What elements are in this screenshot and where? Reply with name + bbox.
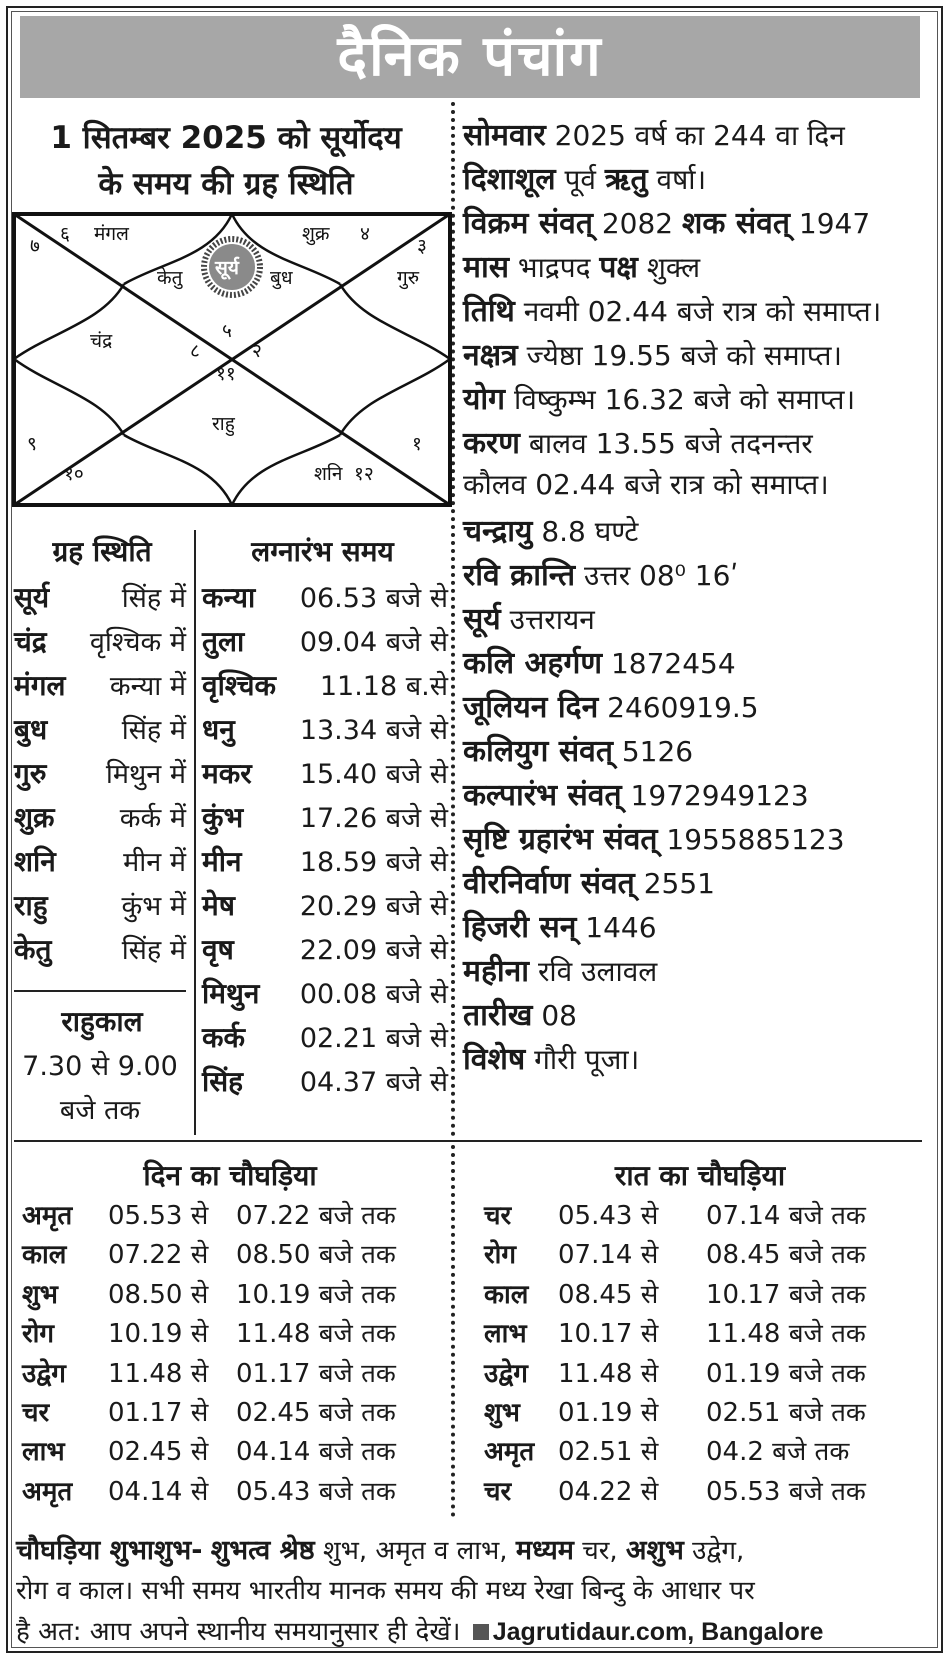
lagna-row — [202, 842, 448, 886]
choghadiya-to: 11.48 बजे तक — [236, 1319, 396, 1350]
choghadiya-name: उद्वेग — [484, 1358, 528, 1389]
lagna-rashi: सिंह — [202, 1065, 244, 1098]
detail-value: 2025 वर्ष का 244 वा दिन — [554, 119, 845, 152]
choghadiya-from: 08.50 से — [108, 1279, 209, 1310]
lagna-time: 11.18 ब.से — [319, 671, 448, 702]
planet-mangal: मंगल — [94, 223, 129, 245]
footer-label-shreshth: शुभत्व श्रेष्ठ — [210, 1535, 315, 1566]
lagna-row — [202, 798, 448, 842]
house-10: १० — [64, 463, 84, 485]
house-4: ४ — [360, 223, 370, 245]
graha-lagna-divider — [194, 530, 196, 1135]
detail-row — [463, 289, 941, 333]
detail-value: नवमी 02.44 बजे रात्र को समाप्त। — [523, 295, 882, 328]
choghadiya-name: लाभ — [22, 1437, 65, 1468]
choghadiya-from: 07.22 से — [108, 1240, 209, 1271]
choghadiya-row — [484, 1472, 904, 1512]
choghadiya-name: शुभ — [484, 1398, 520, 1428]
house-6: ६ — [60, 223, 70, 245]
choghadiya-from: 01.19 से — [558, 1398, 659, 1428]
planet-budh: बुध — [270, 267, 293, 289]
choghadiya-from: 08.45 से — [558, 1279, 659, 1310]
house-5: ५ — [222, 320, 232, 342]
house-8: ८ — [190, 340, 200, 362]
detail-row — [463, 817, 941, 861]
choghadiya-name: अमृत — [22, 1201, 73, 1231]
detail-value: 1872454 — [610, 647, 736, 680]
lagna-time: 18.59 बजे से — [299, 847, 448, 878]
rahukaal-time: 7.30 से 9.00 — [22, 1051, 178, 1082]
detail-label: कलि अहर्गण — [463, 646, 603, 681]
detail-label: वीरनिर्वाण संवत् — [463, 866, 635, 901]
graha-sthiti-heading: ग्रह स्थिति — [52, 535, 152, 568]
publisher-credit: Jagrutidaur.com, Bangalore — [492, 1618, 824, 1646]
detail-value: 5126 — [621, 735, 694, 768]
choghadiya-from: 11.48 से — [108, 1358, 209, 1389]
detail-label: सृष्टि ग्रहारंभ संवत् — [463, 822, 658, 857]
footer-line-2: रोग व काल। सभी समय भारतीय मानक समय की मध्य रेखा बिन्दु के आधार पर — [16, 1576, 755, 1606]
detail-label: कलियुग संवत् — [463, 734, 613, 769]
lagna-time: 17.26 बजे से — [299, 803, 448, 834]
choghadiya-to: 10.19 बजे तक — [236, 1279, 396, 1310]
choghadiya-name: लाभ — [484, 1319, 527, 1350]
choghadiya-row — [484, 1235, 904, 1275]
graha-row — [14, 578, 186, 622]
detail-value: 2460919.5 — [607, 691, 759, 724]
lagna-heading: लग्नारंभ समय — [251, 535, 394, 568]
footer-text-2: चर, — [582, 1536, 618, 1566]
choghadiya-to: 05.53 बजे तक — [706, 1476, 866, 1507]
graha-planet: बुध — [14, 713, 48, 746]
detail-value: गौरी पूजा। — [534, 1043, 640, 1076]
detail-value: वर्षा। — [656, 163, 707, 196]
choghadiya-to: 07.14 बजे तक — [706, 1201, 866, 1231]
lagna-time: 09.04 बजे से — [299, 627, 448, 658]
detail-label: जूलियन दिन — [463, 690, 599, 725]
lagna-row — [202, 622, 448, 666]
lagna-row — [202, 1062, 448, 1106]
lagna-row — [202, 886, 448, 930]
choghadiya-row — [484, 1275, 904, 1315]
lagna-time: 13.34 बजे से — [299, 715, 448, 746]
choghadiya-name: रोग — [484, 1240, 517, 1271]
graha-planet: केतु — [14, 933, 52, 966]
choghadiya-from: 02.51 से — [558, 1437, 659, 1468]
footer-line-3 — [16, 1612, 936, 1653]
choghadiya-to: 08.45 बजे तक — [706, 1240, 866, 1271]
planet-shani: शनि — [314, 463, 343, 485]
lagna-rashi: तुला — [202, 625, 245, 658]
choghadiya-from: 05.53 से — [108, 1201, 209, 1231]
detail-value: 1947 — [798, 207, 871, 240]
detail-label: चन्द्रायु — [463, 514, 533, 549]
detail-label: तिथि — [463, 294, 515, 329]
detail-value: शुक्ल — [646, 251, 701, 284]
graha-planet: मंगल — [14, 669, 66, 702]
lagna-row — [202, 578, 448, 622]
planet-guru: गुरु — [397, 267, 420, 289]
planet-rahu: राहु — [212, 413, 235, 435]
choghadiya-from: 01.17 से — [108, 1398, 209, 1428]
graha-row — [14, 930, 186, 974]
choghadiya-row — [484, 1393, 904, 1433]
detail-label: दिशाशूल — [463, 162, 556, 197]
planet-ketu: केतु — [157, 267, 183, 289]
choghadiya-row — [484, 1354, 904, 1394]
lagna-rashi: मकर — [202, 757, 252, 790]
graha-rashi: सिंह में — [121, 935, 186, 966]
choghadiya-row — [484, 1432, 904, 1472]
detail-label: सूर्य — [463, 602, 501, 637]
choghadiya-to: 05.43 बजे तक — [236, 1476, 396, 1507]
detail-value: पूर्व — [564, 163, 597, 196]
page-title: दैनिक पंचांग — [20, 16, 920, 98]
choghadiya-from: 11.48 से — [558, 1358, 659, 1389]
detail-row — [463, 465, 941, 509]
choghadiya-to: 11.48 बजे तक — [706, 1319, 866, 1350]
house-9: ९ — [27, 433, 37, 455]
chart-title-line2: के समय की ग्रह स्थिति — [98, 166, 354, 202]
detail-row — [463, 157, 941, 201]
graha-rashi: कन्या में — [109, 671, 186, 702]
choghadiya-to: 04.2 बजे तक — [706, 1437, 850, 1468]
lagna-row — [202, 930, 448, 974]
detail-label: पक्ष — [599, 250, 638, 285]
graha-rashi: सिंह में — [121, 583, 186, 614]
footer-line-1 — [16, 1530, 936, 1572]
graha-row — [14, 710, 186, 754]
detail-value: 1446 — [585, 911, 657, 944]
graha-planet: राहु — [14, 889, 48, 922]
rahukaal-heading: राहुकाल — [61, 1005, 143, 1038]
detail-value: विष्कुम्भ 16.32 बजे को समाप्त। — [513, 383, 856, 416]
detail-row — [463, 773, 941, 817]
footer-label-ashubh: अशुभ — [625, 1535, 684, 1566]
detail-row — [463, 509, 941, 553]
house-11: ११ — [216, 363, 236, 385]
graha-rashi: मिथुन में — [105, 759, 186, 790]
detail-label: रवि क्रान्ति — [463, 558, 576, 593]
choghadiya-from: 02.45 से — [108, 1437, 209, 1468]
rahukaal-suffix: बजे तक — [59, 1095, 141, 1126]
choghadiya-from: 05.43 से — [558, 1201, 659, 1231]
detail-row — [463, 1037, 941, 1081]
detail-row — [463, 597, 941, 641]
lagna-time: 06.53 बजे से — [299, 583, 448, 614]
choghadiya-row — [484, 1314, 904, 1354]
lagna-time: 00.08 बजे से — [299, 979, 448, 1010]
footer-label-madhyam: मध्यम — [515, 1535, 574, 1566]
detail-label: सोमवार — [463, 118, 546, 153]
footer-line-3-text: है अत: आप अपने स्थानीय समयानुसार ही देखें। — [16, 1617, 461, 1647]
graha-rashi: मीन में — [123, 847, 186, 878]
detail-value: उत्तरायन — [509, 603, 595, 636]
choghadiya-to: 01.17 बजे तक — [236, 1358, 396, 1389]
lagna-rashi: मेष — [202, 889, 235, 922]
detail-value: ज्येष्ठा 19.55 बजे को समाप्त। — [526, 339, 843, 372]
choghadiya-row — [22, 1314, 442, 1354]
square-bullet-icon — [473, 1624, 489, 1640]
detail-row — [463, 245, 941, 289]
house-3: ३ — [417, 235, 427, 257]
choghadiya-to: 01.19 बजे तक — [706, 1358, 866, 1389]
graha-row — [14, 798, 186, 842]
graha-rashi: सिंह में — [121, 715, 186, 746]
detail-value: बालव 13.55 बजे तदनन्तर — [528, 427, 813, 460]
graha-rashi: कुंभ में — [121, 891, 186, 922]
choghadiya-row — [22, 1393, 442, 1433]
detail-label: तारीख — [463, 998, 533, 1033]
graha-rashi: वृश्चिक में — [89, 627, 186, 658]
choghadiya-row — [22, 1235, 442, 1275]
detail-value: 1955885123 — [666, 823, 845, 856]
detail-row — [463, 641, 941, 685]
detail-value: कौलव 02.44 बजे रात्र को समाप्त। — [463, 468, 829, 501]
choghadiya-from: 10.17 से — [558, 1319, 659, 1350]
detail-label: मास — [463, 250, 509, 285]
lagna-rashi: कर्क — [202, 1021, 246, 1054]
choghadiya-name: चर — [22, 1398, 50, 1428]
detail-value: 08 — [541, 999, 577, 1032]
house-2: २ — [252, 340, 262, 362]
choghadiya-name: शुभ — [22, 1279, 58, 1310]
graha-planet: चंद्र — [14, 625, 47, 658]
detail-row — [463, 993, 941, 1037]
choghadiya-to: 04.14 बजे तक — [236, 1437, 396, 1468]
choghadiya-name: अमृत — [22, 1476, 73, 1507]
choghadiya-to: 08.50 बजे तक — [236, 1240, 396, 1271]
detail-value: भाद्रपद — [517, 251, 591, 284]
lagna-time: 20.29 बजे से — [299, 891, 448, 922]
footer-text-3: उद्वेग, — [692, 1536, 745, 1566]
kundali-chart — [12, 212, 452, 507]
choghadiya-from: 07.14 से — [558, 1240, 659, 1271]
detail-value: रवि उलावल — [537, 955, 658, 988]
detail-label: कल्पारंभ संवत् — [463, 778, 622, 813]
house-12: १२ — [354, 463, 374, 485]
graha-rashi: कर्क में — [119, 803, 186, 834]
footer-text-1: शुभ, अमृत व लाभ, — [322, 1536, 508, 1566]
detail-label: हिजरी सन् — [463, 910, 577, 945]
choghadiya-divider — [451, 1145, 455, 1517]
lagna-row — [202, 1018, 448, 1062]
detail-row — [463, 377, 941, 421]
choghadiya-from: 04.14 से — [108, 1476, 209, 1507]
choghadiya-name: चर — [484, 1476, 512, 1507]
detail-label: शक संवत् — [682, 206, 790, 241]
choghadiya-to: 07.22 बजे तक — [236, 1201, 396, 1231]
detail-label: नक्षत्र — [463, 338, 518, 373]
graha-row — [14, 842, 186, 886]
detail-value: 8.8 घण्टे — [541, 515, 639, 548]
footer-label-shubhashubh: चौघड़िया शुभाशुभ- — [16, 1535, 203, 1566]
choghadiya-to: 10.17 बजे तक — [706, 1279, 866, 1310]
day-choghadiya-heading: दिन का चौघड़िया — [143, 1159, 317, 1192]
lagna-rashi: धनु — [202, 713, 235, 746]
lagna-time: 15.40 बजे से — [299, 759, 448, 790]
graha-planet: सूर्य — [14, 581, 50, 614]
detail-row — [463, 113, 941, 157]
chart-title-line1: 1 सितम्बर 2025 को सूर्योदय — [50, 120, 402, 156]
lagna-row — [202, 710, 448, 754]
detail-label: विक्रम संवत् — [463, 206, 593, 241]
choghadiya-name: काल — [22, 1240, 67, 1271]
detail-row — [463, 421, 941, 465]
detail-row — [463, 685, 941, 729]
rahukaal-divider — [14, 990, 186, 992]
choghadiya-row — [22, 1432, 442, 1472]
choghadiya-name: चर — [484, 1201, 512, 1231]
detail-row — [463, 905, 941, 949]
choghadiya-to: 02.45 बजे तक — [236, 1398, 396, 1428]
planet-chandra: चंद्र — [90, 330, 113, 352]
detail-label: ऋतु — [604, 162, 648, 197]
night-choghadiya-heading: रात का चौघड़िया — [614, 1159, 786, 1192]
detail-label: योग — [463, 382, 506, 417]
choghadiya-from: 04.22 से — [558, 1476, 659, 1507]
detail-value: 2551 — [643, 867, 715, 900]
lagna-rashi: मिथुन — [202, 977, 260, 1010]
choghadiya-row — [22, 1354, 442, 1394]
lagna-rashi: वृश्चिक — [202, 669, 277, 702]
detail-row — [463, 201, 941, 245]
detail-row — [463, 861, 941, 905]
graha-planet: शनि — [14, 845, 56, 878]
graha-planet: शुक्र — [14, 801, 55, 834]
planet-shukra: शुक्र — [302, 223, 330, 245]
detail-value: उत्तर 08⁰ 16ʹ — [584, 559, 739, 592]
planet-surya: सूर्य — [215, 257, 239, 279]
choghadiya-row — [484, 1196, 904, 1236]
detail-label: करण — [463, 426, 520, 461]
lagna-time: 02.21 बजे से — [299, 1023, 448, 1054]
graha-row — [14, 886, 186, 930]
graha-row — [14, 754, 186, 798]
choghadiya-row — [22, 1472, 442, 1512]
choghadiya-row — [22, 1196, 442, 1236]
house-7: ७ — [30, 235, 40, 257]
detail-row — [463, 729, 941, 773]
choghadiya-name: रोग — [22, 1319, 55, 1350]
lagna-time: 22.09 बजे से — [299, 935, 448, 966]
choghadiya-top-divider — [14, 1140, 922, 1142]
lagna-rashi: मीन — [202, 845, 242, 878]
graha-row — [14, 666, 186, 710]
choghadiya-name: काल — [484, 1279, 529, 1310]
lagna-row — [202, 974, 448, 1018]
choghadiya-name: अमृत — [484, 1437, 535, 1468]
choghadiya-name: उद्वेग — [22, 1358, 66, 1389]
detail-label: महीना — [463, 954, 530, 989]
lagna-rashi: कन्या — [202, 581, 256, 614]
detail-row — [463, 949, 941, 993]
lagna-row — [202, 754, 448, 798]
lagna-rashi: वृष — [202, 933, 234, 966]
choghadiya-from: 10.19 से — [108, 1319, 209, 1350]
detail-row — [463, 333, 941, 377]
lagna-time: 04.37 बजे से — [299, 1067, 448, 1098]
house-1: १ — [412, 433, 422, 455]
choghadiya-row — [22, 1275, 442, 1315]
graha-row — [14, 622, 186, 666]
detail-value: 2082 — [601, 207, 674, 240]
lagna-rashi: कुंभ — [202, 801, 244, 834]
lagna-row — [202, 666, 448, 710]
detail-row — [463, 553, 941, 597]
detail-label: विशेष — [463, 1042, 526, 1077]
graha-planet: गुरु — [14, 757, 47, 790]
detail-value: 1972949123 — [630, 779, 809, 812]
choghadiya-to: 02.51 बजे तक — [706, 1398, 866, 1428]
